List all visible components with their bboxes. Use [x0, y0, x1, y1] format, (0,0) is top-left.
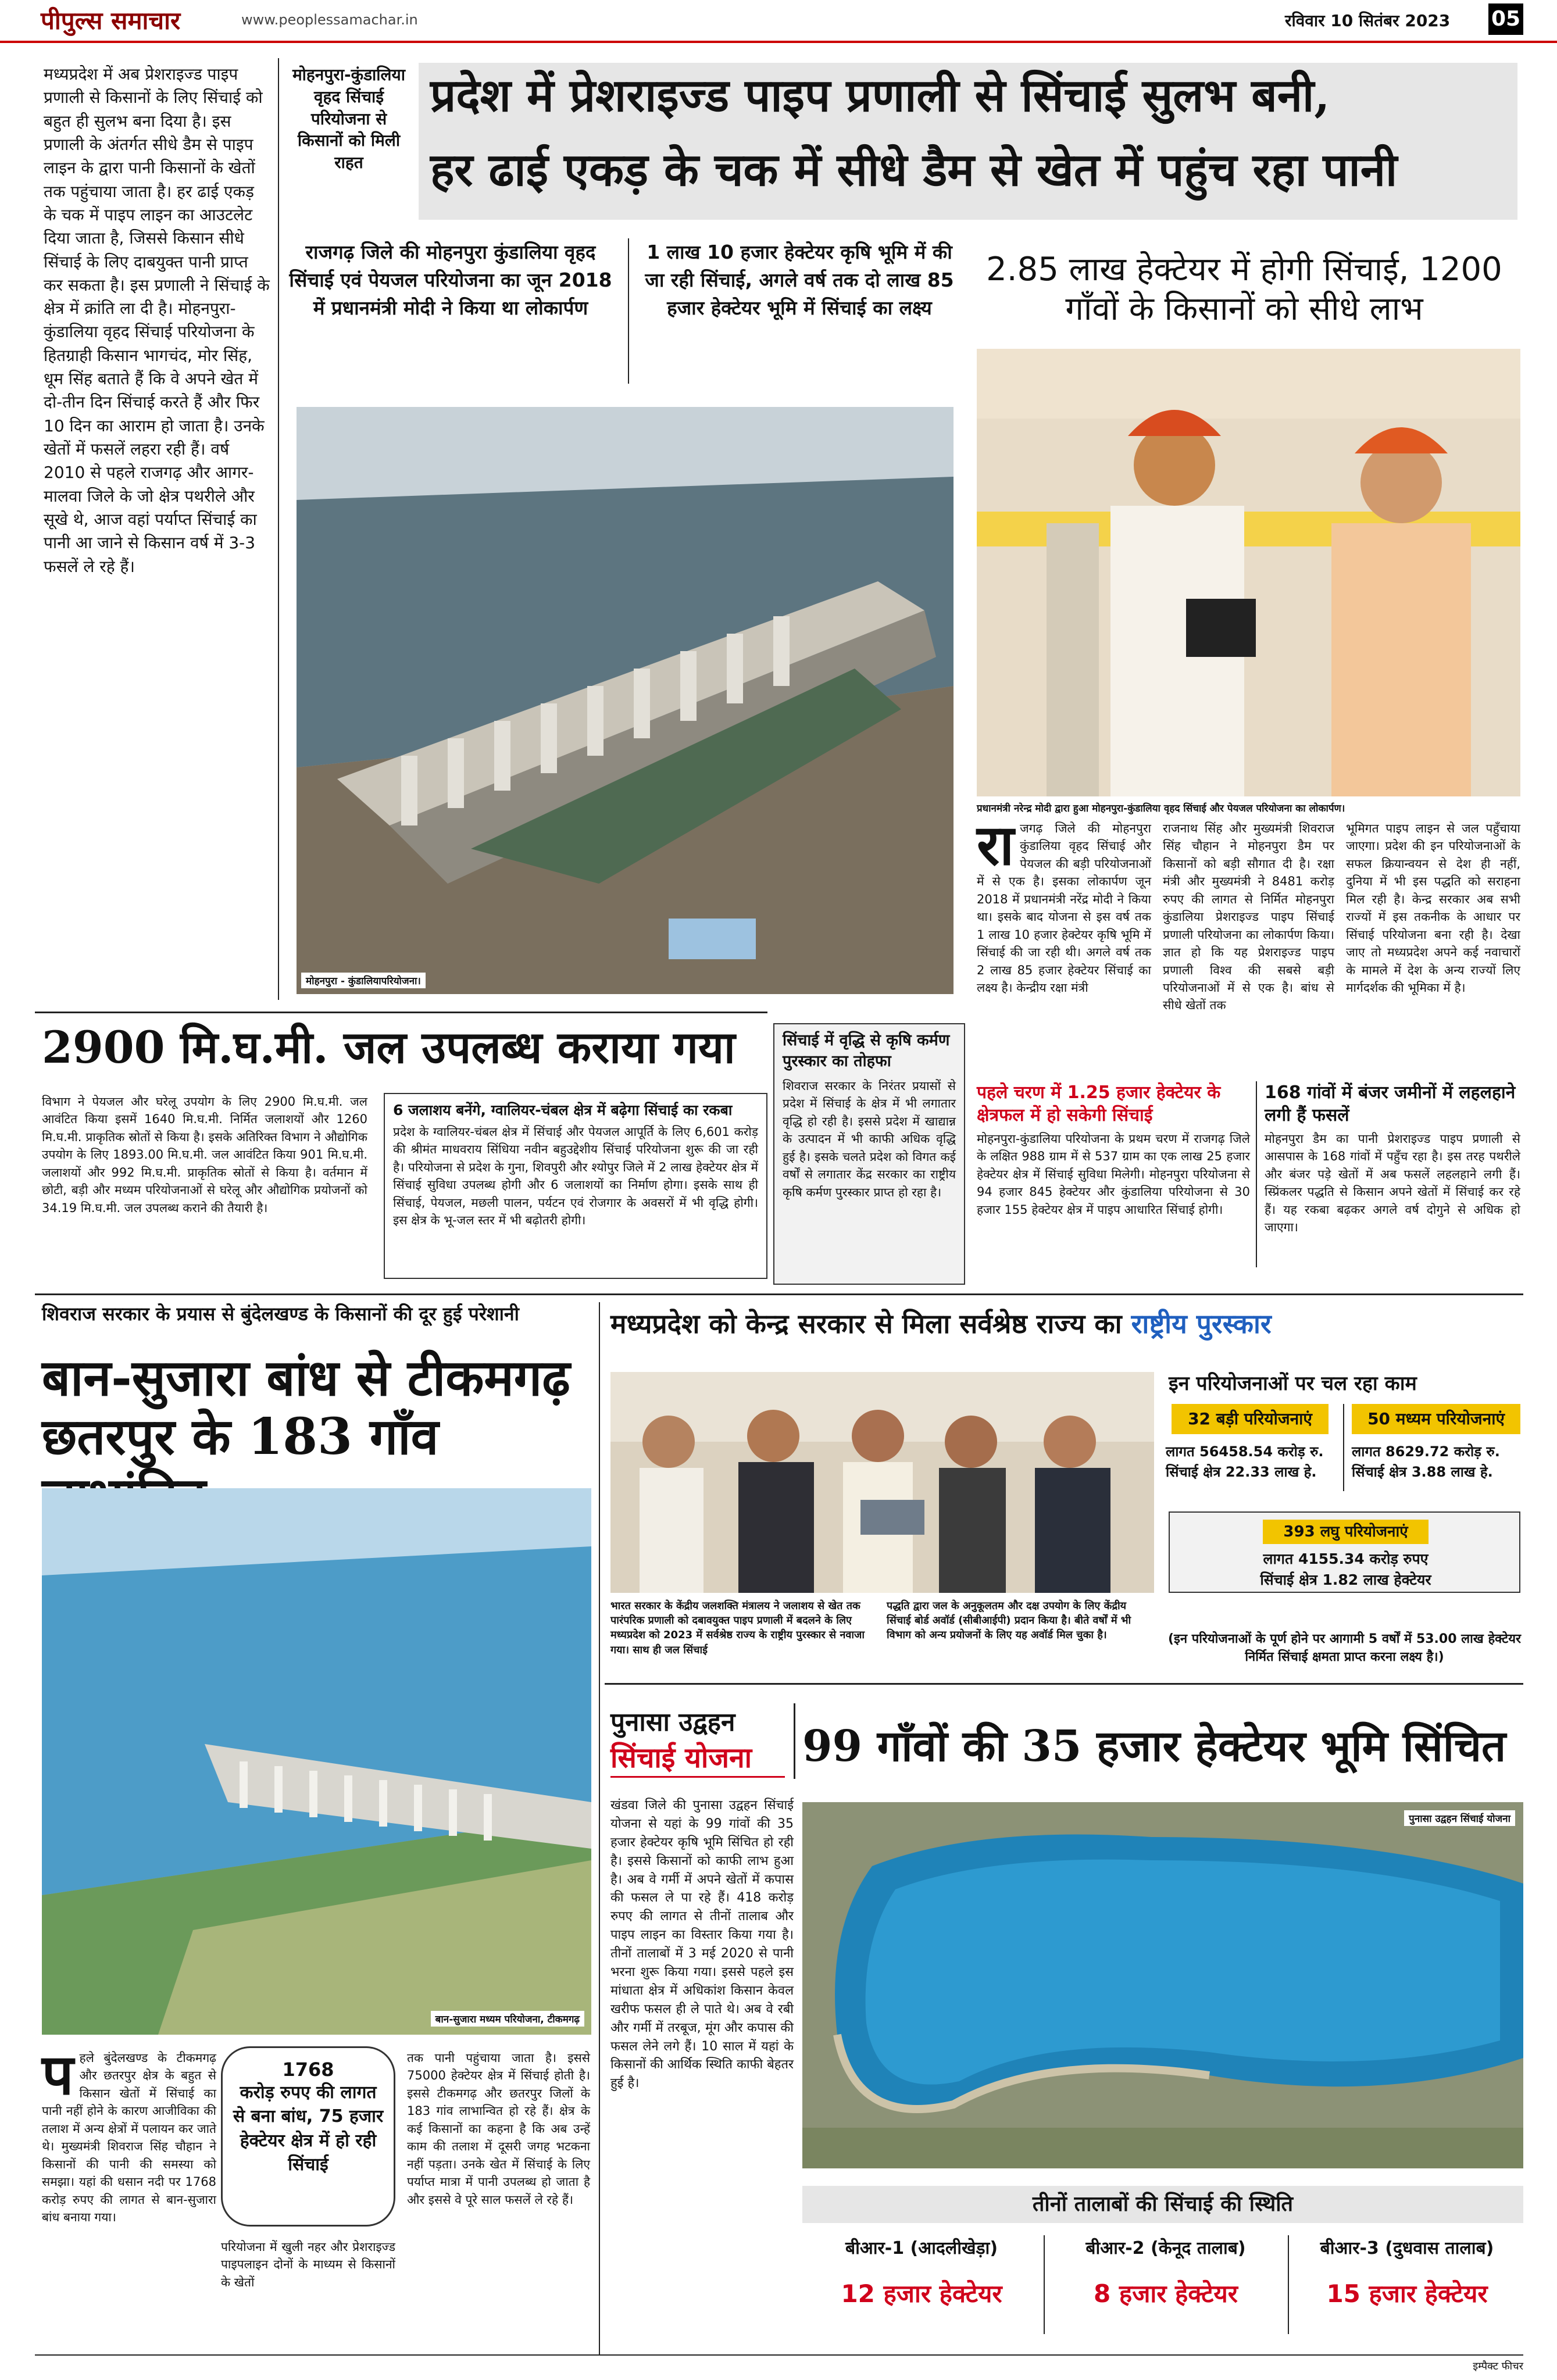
- villages-block: [1265, 1081, 1520, 1273]
- masthead: [0, 0, 1557, 43]
- pond-3-name: बीआर-3 (दुधवास तालाब): [1320, 2238, 1494, 2259]
- masthead-logo[interactable]: पीपुल्स समाचार: [41, 6, 181, 35]
- ponds-title: तीनों तालाबों की सिंचाई की स्थिति: [802, 2186, 1523, 2223]
- projects-note: (इन परियोजनाओं के पूर्ण होने पर आगामी 5 वर्षों में 53.00 लाख हेक्टेयर निर्मित सिंचाई क्षमता प्राप्त करना लक्ष्य है।): [1168, 1632, 1521, 1664]
- projects-divider: [1343, 1404, 1344, 1491]
- award-headline: [610, 1308, 1523, 1340]
- ban-sujara-caption: बान-सुजारा मध्यम परियोजना, टीकमगढ़: [431, 2011, 584, 2027]
- lead-kicker: मोहनपुरा-कुंडालिया वृहद सिंचाई परियोजना से किसानों को मिली राहत: [292, 65, 406, 173]
- reservoir-box: [384, 1093, 767, 1279]
- mid-projects-label: 50 मध्यम परियोजनाएं: [1352, 1404, 1520, 1434]
- bundelkhand-headline: बान-सुजारा बांध से टीकमगढ़ छतरपुर के 183 गाँव: [42, 1349, 570, 1467]
- small-projects-cost: लागत 4155.34 करोड़ रुपए: [1263, 1550, 1429, 1567]
- big-projects-cost: लागत 56458.54 करोड़ रु.: [1166, 1443, 1324, 1460]
- punasa-headline: 99 गाँवों की 35 हजार हेक्टेयर भूमि सिंचित: [802, 1721, 1506, 1771]
- punasa-photo-caption: पुनासा उद्वहन सिंचाई योजना: [1404, 1810, 1515, 1826]
- lead-body-col3: भूमिगत पाइप लाइन से जल पहुँचाया जाएगा। प्रदेश की इन परियोजनाओं के सफल क्रियान्वयन से देश ही नहीं, दुनिया में भी इस पद्धति को सराहना मिल रही है। केन्द्र सरकार अब सभी राज्यों में इस तकनीक के आधार पर सिंचाई परियोजना बना रही है। देखा जाए तो मध्यप्रदेश अपने कई नवाचारों के मामले में देश के अन्य राज्यों लिए मार्गदर्शक की भूमिका में है।: [1346, 821, 1520, 995]
- cost-callout-text: करोड़ रुपए की लागत से बना बांध, 75 हजार हेक्टेयर क्षेत्र में हो रही सिंचाई: [233, 2082, 384, 2175]
- lead-sub3: 2.85 लाख हेक्टेयर में होगी सिंचाई, 1200 गाँवों के किसानों को सीधे लाभ: [986, 251, 1502, 328]
- small-projects-box: [1169, 1511, 1520, 1593]
- mid-projects-cost: लागत 8629.72 करोड़ रु.: [1352, 1443, 1500, 1460]
- pond-2-value: 8 हजार हेक्टेयर: [1094, 2279, 1238, 2308]
- bundelkhand-body1: [42, 2042, 216, 2352]
- reservoir-box-body: प्रदेश के ग्वालियर-चंबल क्षेत्र में सिंचाई और पेयजल आपूर्ति के लिए 6,601 करोड़ की श्रीमंत माधवराय सिंधिया नवीन बहुउद्देशीय सिंचाई परियोजना शुरू की जा रही है। परियोजना से प्रदेश के गुना, शिवपुरी और श्योपुर जिले में 2 लाख हेक्टेयर क्षेत्र में सिंचाई सुविधा उपलब्ध होगी और 6 जलाशयों का निर्माण होगा। इसके साथ ही सिंचाई, पेयजल, मछली पालन, पर्यटन एवं रोजगार के अवसरों में भी वृद्धि होगी। इस क्षेत्र के भू-जल स्तर में भी बढ़ोतरी होगी।: [393, 1125, 758, 1228]
- punasa-divider: [794, 1703, 795, 1779]
- award-divider: [599, 1302, 600, 2354]
- mid-projects-area: सिंचाई क्षेत्र 3.88 लाख हे.: [1352, 1464, 1493, 1480]
- projects-title: इन परियोजनाओं पर चल रहा काम: [1169, 1372, 1417, 1395]
- bundelkhand-body-below: परियोजना में खुली नहर और प्रेशराइज्ड पाइपलाइन दोनों के माध्यम से किसानों के खेतों: [221, 2240, 395, 2289]
- pond-divider-1: [1044, 2235, 1045, 2334]
- water-headline-text: 2900 मि.घ.मी. जल उपलब्ध कराया गया: [42, 1021, 735, 1073]
- lead-body-col1: [977, 813, 1151, 1035]
- leaders-photo: [977, 349, 1520, 796]
- footer-rule: [35, 2354, 1523, 2356]
- lead-sub1: राजगढ़ जिले की मोहनपुरा कुंडालिया वृहद सिंचाई एवं पेयजल परियोजना का जून 2018 में प्रधानमंत्री मोदी ने किया था लोकार्पण: [289, 241, 612, 319]
- big-projects-area: सिंचाई क्षेत्र 22.33 लाख हे.: [1166, 1464, 1317, 1480]
- lead-body-text1: जगढ़ जिले की मोहनपुरा कुंडालिया वृहद सिंचाई और पेयजल की बड़ी परियोजनाओं में से एक है। इसका लोकार्पण जून 2018 में प्रधानमंत्री नरेंद्र मोदी ने किया था। इसके बाद योजना से इस वर्ष तक 1 लाख 10 हजार हेक्टेयर कृषि भूमि में सिंचाई की जा रही थी। अगले वर्ष तक 2 लाख 85 हजार हेक्टेयर सिंचाई का लक्ष्य है। केन्द्रीय रक्षा मंत्री: [977, 821, 1151, 995]
- gift-box-body: शिवराज सरकार के निरंतर प्रयासों से प्रदेश में सिंचाई के क्षेत्र में भी लगातार वृद्धि हो रही है। इससे प्रदेश में खाद्यान्न के उत्पादन में भी काफी अधिक वृद्धि हुई है। इसके चलते प्रदेश को विगत कई वर्षों से लगातार केंद्र सरकार का राष्ट्रीय कृषि कर्मण पुरस्कार प्राप्त हो रहा है।: [783, 1078, 956, 1199]
- phase-head: पहले चरण में 1.25 हजार हेक्टेयर के क्षेत्रफल में हो सकेगी सिंचाई: [977, 1082, 1221, 1125]
- award-caption2: पद्धति द्वारा जल के अनुकूलतम और दक्ष उपयोग के लिए केंद्रीय सिंचाई बोर्ड अवॉर्ड (सीबीआईपी) प्रदान किया है। बीते वर्षों में भी विभाग को अन्य प्रयोजनों के लिए यह अवॉर्ड मिल चुका है।: [887, 1600, 1131, 1642]
- water-body: विभाग ने पेयजल और घरेलू उपयोग के लिए 2900 मि.घ.मी. जल आवंटित किया इसमें 1640 मि.घ.मी. निर्मित जलाशयों और 1260 मि.घ.मी. प्राकृतिक स्रोतों से किया है। इसके अतिरिक्त विभाग ने औद्योगिक उपयोग के लिए 1893.00 मि.घ.मी. जल आवंटित किया 901 मि.घ.मी. जलाशयों और 992 मि.घ.मी. प्राकृतिक स्रोतों से किया है। वर्तमान में छोटी, बड़ी और मध्यम परियोजनाओं से घरेलू और औद्योगिक प्रयोजनों को 34.19 मि.घ.मी. जल उपलब्ध कराने की तैयारी है।: [42, 1095, 367, 1215]
- page-number: 05: [1488, 3, 1523, 35]
- h-rule-1: [35, 1012, 767, 1013]
- masthead-url[interactable]: www.peoplessamachar.in: [241, 12, 418, 28]
- pond-divider-2: [1288, 2235, 1289, 2334]
- pond-3-value: 15 हजार हेक्टेयर: [1326, 2279, 1488, 2308]
- sub-divider: [628, 238, 629, 384]
- h-rule-3: [605, 1683, 1523, 1685]
- dam-photo: [297, 407, 954, 994]
- bundelkhand-dropcap: प: [42, 2042, 74, 2107]
- left-column-article: मध्यप्रदेश में अब प्रेशराइज्ड पाइप प्रणाली से किसानों के लिए सिंचाई को बहुत ही सुलभ बना दिया है। इस प्रणाली के अंतर्गत सीधे डैम से पाइप लाइन के द्वारा पानी किसानों के खेतों तक पहुंचाया जाता है। हर ढाई एकड़ के चक में पाइप लाइन का आउटलेट दिया जाता है, जिससे किसान सीधे सिंचाई के लिए दाबयुक्त पानी प्राप्त कर सकता है। इस प्रणाली ने सिंचाई के क्षेत्र में क्रांति ला दी है। मोहनपुरा-कुंडालिया वृहद सिंचाई परियोजना के हितग्राही किसान भागचंद, मोर सिंह, धूम सिंह बताते हैं कि वे अपने खेत में दो-तीन दिन सिंचाई करते हैं और फिर 10 दिन का आराम हो जाता है। उनके खेतों में फसलें लहरा रही हैं। वर्ष 2010 से पहले राजगढ़ और आगर-मालवा जिले के जो क्षेत्र पथरीले और सूखे थे, आज वहां पर्याप्त सिंचाई का पानी आ जाने से किसान वर्ष में 3-3 फसलें ले रहे हैं।: [44, 65, 270, 576]
- phase-body: मोहनपुरा-कुंडालिया परियोजना के प्रथम चरण में राजगढ़ जिले के लक्षित 988 ग्राम में से 537 ग्राम का एक लाख 25 हजार हेक्टेयर क्षेत्र में सिंचाई सुविधा मिलेगी। मोहनपुरा परियोजना से 94 हजार 845 हेक्टेयर और कुंडालिया परियोजना से 30 हजार 155 हेक्टेयर क्षेत्र में पाइप आधारित सिंचाई होगी।: [977, 1132, 1250, 1217]
- pond-1-name: बीआर-1 (आदलीखेड़ा): [845, 2238, 998, 2259]
- pond-3: [1291, 2229, 1523, 2346]
- cost-callout-number: 1768: [282, 2059, 334, 2081]
- lead-sub2: 1 लाख 10 हजार हेक्टेयर कृषि भूमि में की जा रही सिंचाई, अगले वर्ष तक दो लाख 85 हजार हेक्टेयर भूमि में सिंचाई का लक्ष्य: [645, 241, 954, 319]
- lead-headline-line2: हर ढाई एकड़ के चक में सीधे डैम से खेत में पहुंच रहा पानी: [430, 144, 1398, 196]
- villages-head: 168 गांवों में बंजर जमीनों में लहलहाने लगी हैं फसलें: [1265, 1082, 1516, 1125]
- pond-2: [1047, 2229, 1285, 2346]
- lead-headline-line1: प्रदेश में प्रेशराइज्ड पाइप प्रणाली से सिंचाई सुलभ बनी,: [430, 69, 1330, 122]
- footer-tag: इम्पैक्ट फीचर: [1473, 2360, 1523, 2372]
- award-caption1: भारत सरकार के केंद्रीय जलशक्ति मंत्रालय ने जलाशय से खेत तक पारंपरिक प्रणाली को दबावयुक्त पाइप प्रणाली में बदलने के लिए मध्यप्रदेश को 2023 में सर्वश्रेष्ठ राज्य के राष्ट्रीय पुरस्कार से नवाजा गया। साथ ही जल सिंचाई: [610, 1600, 865, 1656]
- small-projects-area: सिंचाई क्षेत्र 1.82 लाख हेक्टेयर: [1260, 1571, 1431, 1588]
- leaders-photo-caption: प्रधानमंत्री नरेन्द्र मोदी द्वारा हुआ मोहनपुरा-कुंडालिया वृहद सिंचाई और पेयजल परियोजना का लोकार्पण।: [977, 803, 1345, 814]
- punasa-kicker-1: पुनासा उद्वहन: [610, 1707, 735, 1737]
- water-headline: [42, 1023, 769, 1072]
- pond-1: [802, 2229, 1041, 2346]
- bundelkhand-kicker: शिवराज सरकार के प्रयास से बुंदेलखण्ड के किसानों की दूर हुई परेशानी: [42, 1303, 519, 1325]
- big-projects-label: 32 बड़ी परियोजनाएं: [1172, 1404, 1329, 1434]
- ban-sujara-photo: [42, 1488, 591, 2035]
- award-photo: [610, 1372, 1154, 1593]
- phase-block: [977, 1081, 1250, 1273]
- award-headline-accent: राष्ट्रीय पुरस्कार: [1131, 1308, 1272, 1339]
- award-headline-pre: मध्यप्रदेश को केन्द्र सरकार से मिला सर्वश्रेष्ठ राज्य का: [610, 1308, 1122, 1339]
- punasa-kicker-2: सिंचाई योजना: [610, 1738, 785, 1778]
- h-rule-2: [35, 1293, 1523, 1295]
- small-projects-label: 393 लघु परियोजनाएं: [1263, 1520, 1429, 1544]
- cost-callout: [221, 2046, 395, 2227]
- bundelkhand-body-text1: हले बुंदेलखण्ड के टीकमगढ़ और छतरपुर क्षेत्र के बहुत से किसान खेतों में सिंचाई का पानी नहीं होने के कारण आजीविका की तलाश में अन्य क्षेत्रों में पलायन कर जाते थे। मुख्यमंत्री शिवराज सिंह चौहान ने किसानों की पानी की समस्या को समझा। यहां की धसान नदी पर 1768 करोड़ रुपए की लागत से बान-सुजारा बांध बनाया गया।: [42, 2051, 216, 2224]
- gift-box: [773, 1023, 965, 1285]
- pond-1-value: 12 हजार हेक्टेयर: [841, 2279, 1002, 2308]
- gift-box-head: सिंचाई में वृद्धि से कृषि कर्मण पुरस्कार का तोहफा: [783, 1031, 950, 1071]
- lead-dropcap: रा: [977, 813, 1015, 878]
- column-divider: [278, 58, 279, 1000]
- masthead-date: रविवार 10 सितंबर 2023: [1285, 11, 1451, 30]
- dam-photo-caption: मोहनपुरा - कुंडालियापरियोजना।: [301, 973, 426, 988]
- reservoir-box-head: 6 जलाशय बनेंगे, ग्वालियर-चंबल क्षेत्र में बढ़ेगा सिंचाई का रकबा: [393, 1102, 733, 1118]
- bundelkhand-body2: तक पानी पहुंचाया जाता है। इससे 75000 हेक्टेयर क्षेत्र में सिंचाई होती है। इससे टीकमगढ़ और छतरपुर जिलों के 183 गांव लाभान्वित हो रहे हैं। क्षेत्र के कई किसानों का कहना है कि अब उन्हें काम की तलाश में दूसरी जगह भटकना नहीं पड़ता। उनके खेत में सिंचाई के लिए पर्याप्त मात्रा में पानी उपलब्ध हो जाता है और इससे वे पूरे साल फसलें ले रहे हैं।: [407, 2051, 590, 2207]
- villages-body: मोहनपुरा डैम का पानी प्रेशराइज्ड पाइप प्रणाली से आसपास के 168 गांवों में पहुँच रहा है। इस तरह पथरीले और बंजर पड़े खेतों में अब फसलें लहलहाने लगी हैं। स्प्रिंकलर पद्धति से किसान अपने खेतों में सिंचाई कर रहे हैं। यह रकबा बढ़कर अगले वर्ष दोगुने से अधिक हो जाएगा।: [1265, 1132, 1520, 1235]
- punasa-body: खंडवा जिले की पुनासा उद्वहन सिंचाई योजना से यहां के 99 गांवों की 35 हजार हेक्टेयर कृषि भूमि सिंचित हो रही है। इससे किसानों को काफी लाभ हुआ है। अब वे गर्मी में अपने खेतों में कपास की फसल ले पा रहे हैं। 418 करोड़ रुपए की लागत से तीनों तालाब और पाइप लाइन का विस्तार किया गया है। तीनों तालाबों में 3 मई 2020 से पानी भरना शुरू किया गया। इससे पहले इस मांधाता क्षेत्र में अधिकांश किसान केवल खरीफ फसल ही ले पाते थे। अब वे रबी और गर्मी में तरबूज, मूंग और कपास की फसल लेने लगे हैं। 10 साल में यहां के किसानों की आर्थिक स्थिति काफी बेहतर हुई है।: [610, 1798, 794, 2091]
- pond-2-name: बीआर-2 (केनूद तालाब): [1085, 2238, 1246, 2259]
- punasa-photo: [802, 1802, 1523, 2168]
- phase-divider: [1256, 1081, 1257, 1267]
- lead-body-col2: राजनाथ सिंह और मुख्यमंत्री शिवराज सिंह चौहान ने मोहनपुरा डैम पर किसानों को बड़ी सौगात दी है। रक्षा मंत्री और मुख्यमंत्री ने 8481 करोड़ रुपए की लागत से निर्मित मोहनपुरा कुंडालिया प्रेशराइज्ड पाइप सिंचाई प्रणाली परियोजना का लोकार्पण किया। ज्ञात हो कि यह प्रेशराइज्ड पाइप प्रणाली विश्व की सबसे बड़ी परियोजनाओं में से एक है। बांध से सीधे खेतों तक: [1163, 821, 1334, 1013]
